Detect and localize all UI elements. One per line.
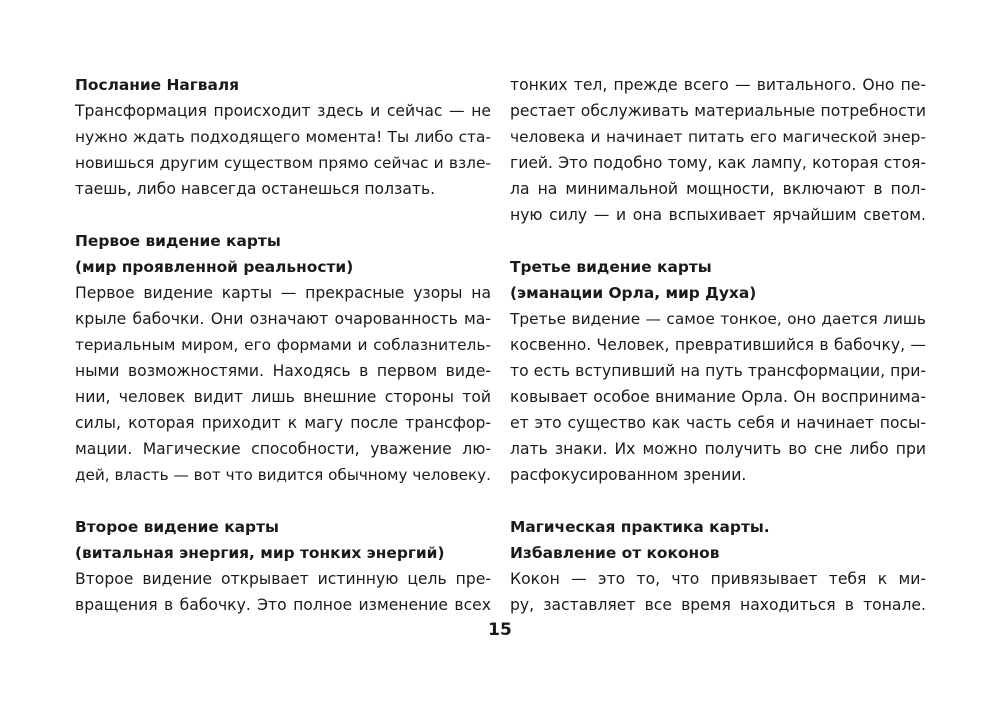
- section-nagual-message: [75, 72, 491, 202]
- text-line: ными возможностями. Находясь в первом виде-: [75, 362, 491, 380]
- text-line: ру, заставляет все время находиться в тонале.: [510, 596, 926, 614]
- section-subtitle: (витальная энергия, мир тонких энергий): [75, 544, 445, 562]
- text-line: нии, человек видит лишь внешние стороны той: [75, 388, 491, 406]
- page-number: 15: [488, 620, 512, 640]
- section-subtitle: Избавление от коконов: [510, 544, 720, 562]
- section-subtitle: (мир проявленной реальности): [75, 258, 354, 276]
- text-line: крыле бабочки. Они означают очарованность ма-: [75, 310, 491, 328]
- text-line: Второе видение открывает истинную цель пре-: [75, 570, 491, 588]
- text-line: Третье видение — самое тонкое, оно дается лишь: [510, 310, 926, 328]
- section-title: Третье видение карты: [510, 258, 712, 276]
- section-title: Первое видение карты: [75, 232, 281, 250]
- text-line: Трансформация происходит здесь и сейчас — не: [75, 102, 491, 120]
- text-line: нужно ждать подходящего момента! Ты либо ста-: [75, 128, 491, 146]
- text-line: ла на минимальной мощности, включают в пол-: [510, 180, 926, 198]
- text-line: ет это существо как часть себя и начинает посы-: [510, 414, 926, 432]
- section-title: Магическая практика карты.: [510, 518, 770, 536]
- text-line: новишься другим существом прямо сейчас и взле-: [75, 154, 491, 172]
- text-line: териальным миром, его формами и соблазнитель-: [75, 336, 491, 354]
- text-line: таешь, либо навсегда останешься ползать.: [75, 180, 436, 198]
- section-subtitle: (эманации Орла, мир Духа): [510, 284, 757, 302]
- paragraph-gap: [75, 202, 491, 228]
- text-line: дей, власть — вот что видится обычному человеку.: [75, 466, 491, 484]
- right-column: [510, 72, 926, 618]
- text-line: ную силу — и она вспыхивает ярчайшим светом.: [510, 206, 926, 224]
- section-third-vision: [510, 254, 926, 488]
- text-line: косвенно. Человек, превратившийся в бабочку, —: [510, 336, 926, 354]
- text-line: тонких тел, прежде всего — витального. Оно пе-: [510, 76, 926, 94]
- left-column: [75, 72, 491, 618]
- text-line: расфокусированном зрении.: [510, 466, 747, 484]
- text-line: силы, которая приходит к магу после трансфор-: [75, 414, 491, 432]
- section-first-vision: [75, 228, 491, 488]
- section-magic-practice: [510, 514, 926, 618]
- section-title: Послание Нагваля: [75, 76, 240, 94]
- text-line: вращения в бабочку. Это полное изменение всех: [75, 596, 491, 614]
- text-line: Первое видение карты — прекрасные узоры на: [75, 284, 491, 302]
- section-second-vision: [75, 514, 491, 618]
- text-line: человека и начинает питать его магической энер-: [510, 128, 926, 146]
- section-second-vision-continued: [510, 72, 926, 228]
- paragraph-gap: [510, 488, 926, 514]
- paragraph-gap: [75, 488, 491, 514]
- text-line: ковывает особое внимание Орла. Он воспринима-: [510, 388, 926, 406]
- text-line: то есть вступивший на путь трансформации, при-: [510, 362, 926, 380]
- text-line: лать знаки. Их можно получить во сне либо при: [510, 440, 926, 458]
- text-line: гией. Это подобно тому, как лампу, которая стоя-: [510, 154, 926, 172]
- text-line: мации. Магические способности, уважение лю-: [75, 440, 491, 458]
- text-line: Кокон — это то, что привязывает тебя к ми-: [510, 570, 926, 588]
- text-line: рестает обслуживать материальные потребности: [510, 102, 926, 120]
- paragraph-gap: [510, 228, 926, 254]
- section-title: Второе видение карты: [75, 518, 279, 536]
